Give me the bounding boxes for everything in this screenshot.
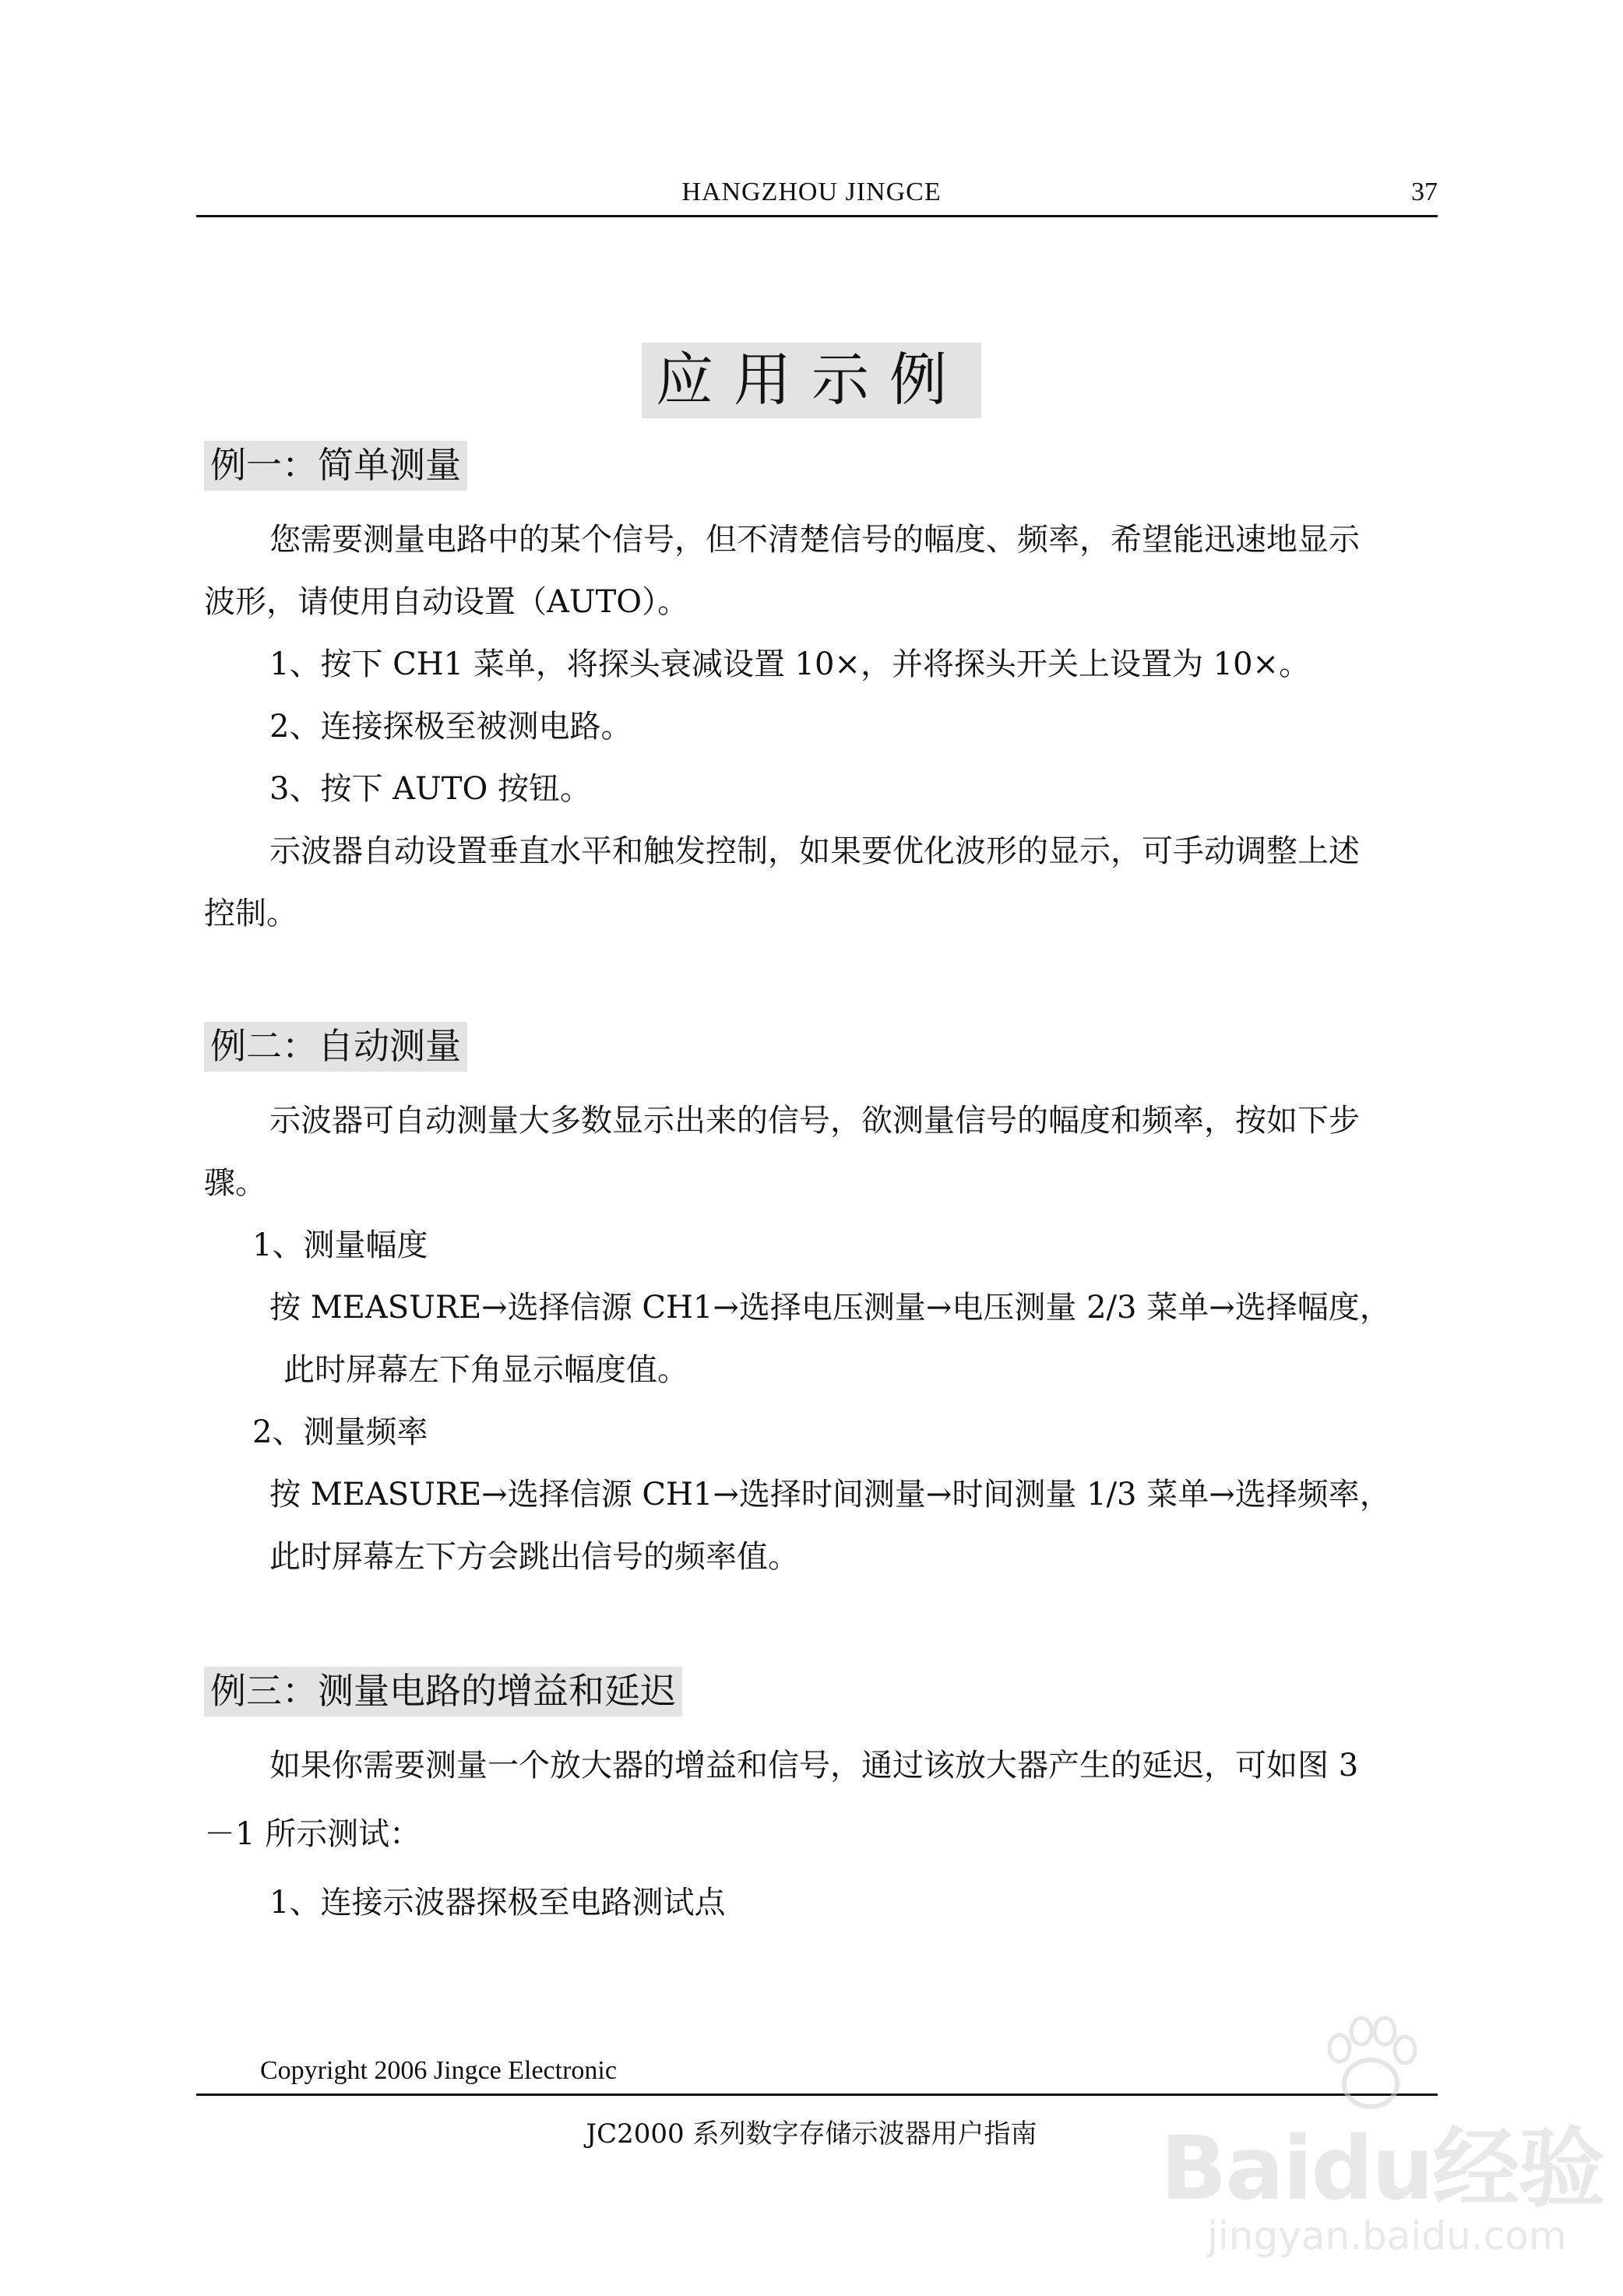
header-rule bbox=[196, 215, 1438, 217]
page-number: 37 bbox=[1411, 178, 1438, 206]
title-container bbox=[0, 343, 1623, 418]
section-1-step-3: 3、按下 AUTO 按钮。 bbox=[269, 771, 591, 807]
section-2-item-1-result: 此时屏幕左下角显示幅度值。 bbox=[283, 1352, 688, 1388]
section-1-line-1: 您需要测量电路中的某个信号，但不清楚信号的幅度、频率，希望能迅速地显示 bbox=[269, 522, 1360, 558]
watermark-logo: Baidu经验 bbox=[1160, 2118, 1604, 2220]
section-2-item-2-title: 2、测量频率 bbox=[252, 1414, 428, 1450]
section-2-item-1-title: 1、测量幅度 bbox=[252, 1227, 428, 1263]
header-company: HANGZHOU JINGCE bbox=[681, 178, 942, 206]
section-3-line-2: －1 所示测试： bbox=[204, 1816, 421, 1852]
section-1-heading: 例一：简单测量 bbox=[204, 441, 467, 491]
section-1-line-2: 波形，请使用自动设置（AUTO）。 bbox=[204, 584, 689, 620]
baidu-watermark bbox=[1075, 2009, 1612, 2282]
section-2-item-2-result: 此时屏幕左下方会跳出信号的频率值。 bbox=[269, 1539, 799, 1575]
section-2-item-1-steps: 按 MEASURE→选择信源 CH1→选择电压测量→电压测量 2/3 菜单→选择幅度， bbox=[269, 1290, 1391, 1326]
section-1-step-1: 1、按下 CH1 菜单，将探头衰减设置 10×，并将探头开关上设置为 10×。 bbox=[269, 646, 1311, 682]
section-1-line-6: 示波器自动设置垂直水平和触发控制，如果要优化波形的显示，可手动调整上述 bbox=[269, 833, 1360, 869]
section-1-step-2: 2、连接探极至被测电路。 bbox=[269, 709, 632, 745]
page-title: 应用示例 bbox=[642, 343, 981, 418]
section-2-line-1: 示波器可自动测量大多数显示出来的信号，欲测量信号的幅度和频率，按如下步 bbox=[269, 1103, 1360, 1139]
section-3-line-1: 如果你需要测量一个放大器的增益和信号，通过该放大器产生的延迟，可如图 3 bbox=[269, 1748, 1359, 1784]
footer-copyright: Copyright 2006 Jingce Electronic bbox=[260, 2056, 617, 2085]
section-3-heading: 例三：测量电路的增益和延迟 bbox=[204, 1667, 682, 1717]
section-2-item-2-steps: 按 MEASURE→选择信源 CH1→选择时间测量→时间测量 1/3 菜单→选择频率， bbox=[269, 1477, 1391, 1512]
section-2-line-2: 骤。 bbox=[204, 1165, 266, 1201]
section-3-step-1: 1、连接示波器探极至电路测试点 bbox=[269, 1885, 726, 1921]
section-1-line-7: 控制。 bbox=[204, 896, 297, 931]
watermark-url: jingyan.baidu.com bbox=[1207, 2213, 1567, 2259]
footer-manual-title: JC2000 系列数字存储示波器用户指南 bbox=[586, 2118, 1037, 2150]
section-2-heading: 例二：自动测量 bbox=[204, 1022, 467, 1072]
